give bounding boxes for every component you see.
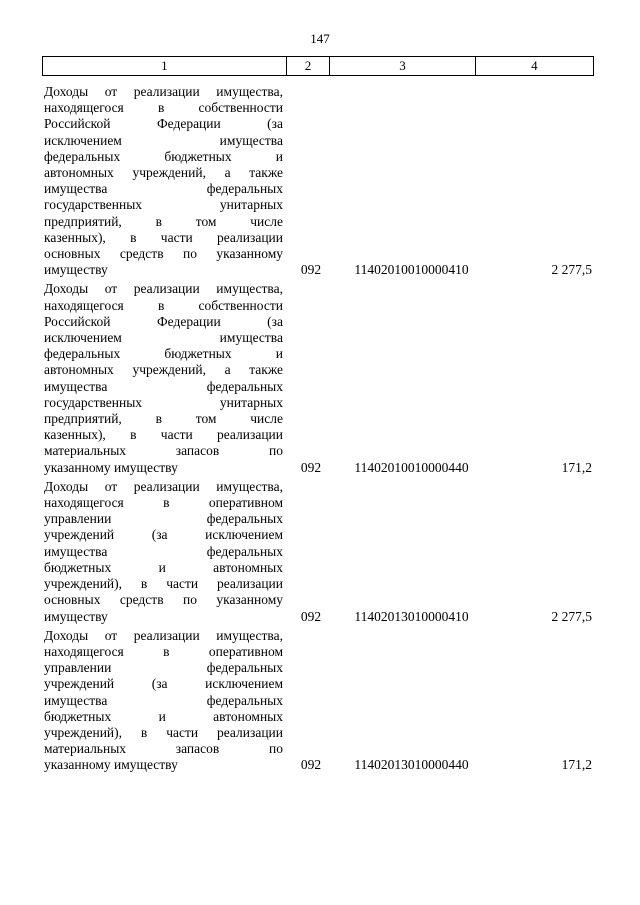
description-line: исключением имущества	[44, 330, 283, 346]
income-description	[44, 479, 283, 625]
description-line: казенных), в части реализации	[44, 427, 283, 443]
table-row	[44, 84, 596, 278]
description-line: учреждений (за исключением	[44, 527, 283, 543]
description-line: имущества федеральных	[44, 543, 283, 559]
amount-value: 2 277,5	[551, 262, 592, 278]
description-line: Доходы от реализации имущества,	[44, 84, 283, 99]
table-body	[44, 84, 596, 777]
admin-code: 092	[300, 262, 322, 278]
description-line: находящегося в оперативном	[44, 495, 283, 511]
description-line: государственных унитарных	[44, 394, 283, 410]
table-row	[44, 628, 596, 774]
kbk-code: 11402010010000410	[354, 262, 469, 278]
table-row	[44, 281, 596, 475]
description-line: Доходы от реализации имущества,	[44, 627, 283, 643]
header-col-4: 4	[531, 58, 538, 73]
description-line: бюджетных и автономных	[44, 559, 283, 575]
income-description	[44, 628, 283, 774]
table-header	[42, 56, 594, 76]
kbk-code: 11402013010000410	[354, 608, 469, 624]
page-number: 147	[310, 31, 330, 46]
admin-code: 092	[300, 608, 322, 624]
description-line: федеральных бюджетных и	[44, 346, 283, 362]
amount-value: 171,2	[561, 459, 592, 475]
description-line: имуществу	[44, 262, 108, 278]
description-line: имущества федеральных	[44, 181, 283, 197]
description-line: автономных учреждений, а также	[44, 165, 283, 181]
admin-code: 092	[300, 459, 322, 475]
description-line: предприятий, в том числе	[44, 411, 283, 427]
header-col-1: 1	[43, 57, 287, 75]
header-col-2: 2	[287, 57, 331, 75]
description-line: имуществу	[44, 608, 108, 624]
description-line: государственных унитарных	[44, 197, 283, 213]
description-line: Доходы от реализации имущества,	[44, 281, 283, 297]
description-line: имущества федеральных	[44, 378, 283, 394]
description-line: материальных запасов по	[44, 443, 283, 459]
description-line: Российской Федерации (за	[44, 313, 283, 329]
description-line: Доходы от реализации имущества,	[44, 478, 283, 494]
income-description	[44, 84, 283, 278]
description-line: указанному имуществу	[44, 459, 178, 475]
description-line: управлении федеральных	[44, 660, 283, 676]
description-line: учреждений (за исключением	[44, 676, 283, 692]
description-line: имущества федеральных	[44, 692, 283, 708]
description-line: бюджетных и автономных	[44, 708, 283, 724]
description-line: предприятий, в том числе	[44, 213, 283, 229]
amount-value: 2 277,5	[551, 608, 592, 624]
kbk-code: 11402013010000440	[354, 757, 469, 773]
kbk-code: 11402010010000440	[354, 459, 469, 475]
description-line: указанному имуществу	[44, 757, 178, 773]
description-line: основных средств по указанному	[44, 592, 283, 608]
description-line: учреждений), в части реализации	[44, 724, 283, 740]
amount-value: 171,2	[561, 757, 592, 773]
header-col-3: 3	[330, 57, 475, 75]
admin-code: 092	[300, 757, 322, 773]
description-line: находящегося в оперативном	[44, 643, 283, 659]
description-line: исключением имущества	[44, 132, 283, 148]
income-description	[44, 281, 283, 475]
description-line: основных средств по указанному	[44, 246, 283, 262]
description-line: автономных учреждений, а также	[44, 362, 283, 378]
description-line: управлении федеральных	[44, 511, 283, 527]
description-line: находящегося в собственности	[44, 297, 283, 313]
table-row	[44, 479, 596, 625]
description-line: федеральных бюджетных и	[44, 148, 283, 164]
description-line: находящегося в собственности	[44, 100, 283, 116]
description-line: материальных запасов по	[44, 741, 283, 757]
description-line: Российской Федерации (за	[44, 116, 283, 132]
description-line: учреждений), в части реализации	[44, 576, 283, 592]
description-line: казенных), в части реализации	[44, 229, 283, 245]
